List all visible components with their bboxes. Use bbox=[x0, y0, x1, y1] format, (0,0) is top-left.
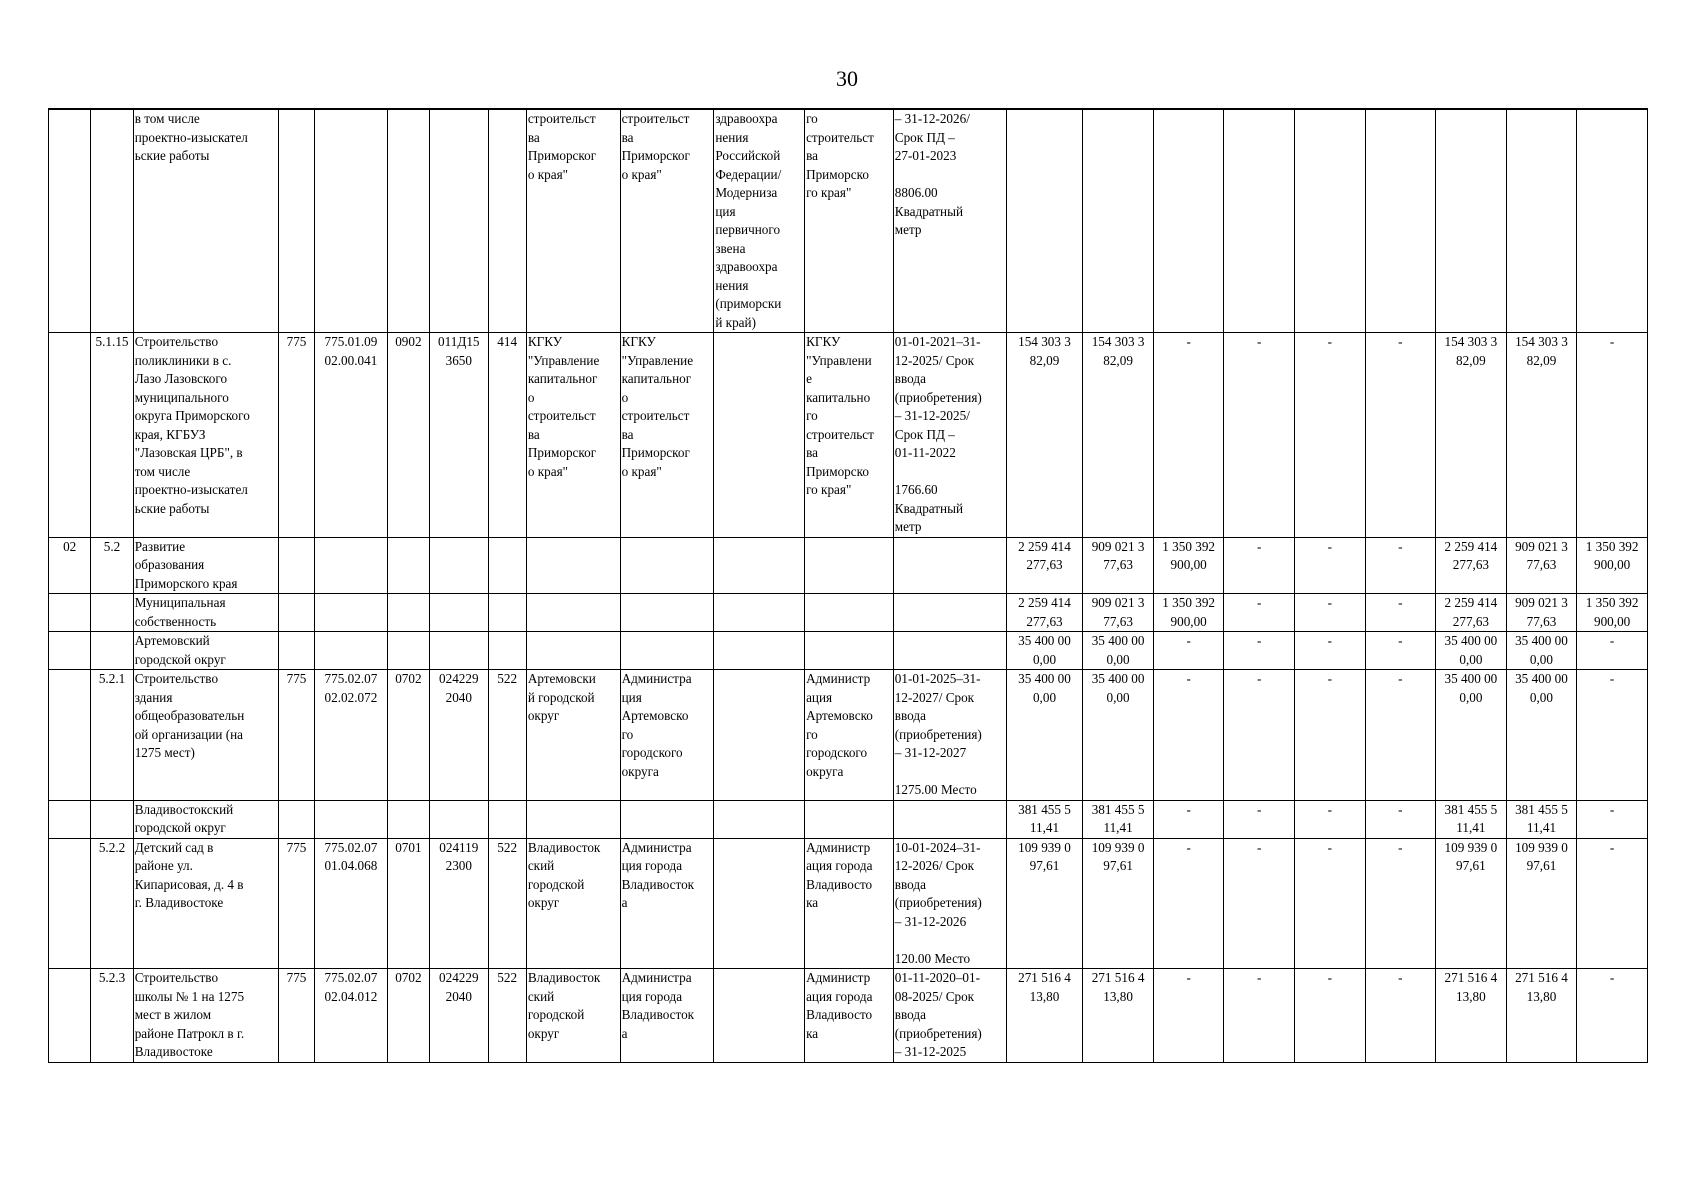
table-cell: - bbox=[1224, 537, 1295, 594]
table-row bbox=[49, 109, 1648, 333]
table-cell: КГКУ "Управление капитальног о строительст ва Приморског о края" bbox=[620, 333, 714, 538]
table-cell: 109 939 0 97,61 bbox=[1083, 838, 1154, 969]
table-cell bbox=[315, 632, 388, 670]
table-cell: - bbox=[1153, 838, 1224, 969]
table-cell: 522 bbox=[488, 838, 526, 969]
table-cell: - bbox=[1153, 333, 1224, 538]
table-cell: 775 bbox=[278, 670, 314, 801]
table-cell: 522 bbox=[488, 670, 526, 801]
table-cell: Администр ация Артемовско го городского округа bbox=[805, 670, 894, 801]
table-cell: 154 303 3 82,09 bbox=[1006, 333, 1083, 538]
table-cell: 1 350 392 900,00 bbox=[1577, 537, 1648, 594]
table-row bbox=[49, 670, 1648, 801]
table-cell bbox=[620, 800, 714, 838]
table-cell bbox=[893, 632, 1006, 670]
table-cell bbox=[387, 594, 429, 632]
table-cell: - bbox=[1294, 333, 1365, 538]
table-cell: Администра ция Артемовско го городского округа bbox=[620, 670, 714, 801]
table-cell: го строительст ва Приморско го края" bbox=[805, 109, 894, 333]
table-cell bbox=[278, 594, 314, 632]
table-cell: 024229 2040 bbox=[430, 969, 488, 1063]
table-cell: Владивостокский городской округ bbox=[133, 800, 278, 838]
table-cell bbox=[49, 109, 91, 333]
table-cell bbox=[430, 800, 488, 838]
table-cell: - bbox=[1224, 594, 1295, 632]
table-cell bbox=[387, 537, 429, 594]
table-cell bbox=[49, 670, 91, 801]
table-cell: Муниципальная собственность bbox=[133, 594, 278, 632]
table-cell: 1 350 392 900,00 bbox=[1153, 537, 1224, 594]
table-cell: 775 bbox=[278, 969, 314, 1063]
table-cell: 5.2.3 bbox=[91, 969, 133, 1063]
table-cell: - bbox=[1577, 632, 1648, 670]
table-cell bbox=[526, 537, 620, 594]
table-cell bbox=[1294, 109, 1365, 333]
table-cell bbox=[714, 838, 805, 969]
budget-table bbox=[48, 108, 1648, 1063]
table-cell bbox=[49, 632, 91, 670]
table-row bbox=[49, 632, 1648, 670]
table-cell: 5.2.2 bbox=[91, 838, 133, 969]
table-cell: 154 303 3 82,09 bbox=[1506, 333, 1577, 538]
table-cell: 109 939 0 97,61 bbox=[1506, 838, 1577, 969]
table-cell bbox=[91, 800, 133, 838]
table-cell bbox=[430, 109, 488, 333]
table-cell: 2 259 414 277,63 bbox=[1006, 537, 1083, 594]
table-cell: - bbox=[1365, 594, 1436, 632]
table-cell: 0702 bbox=[387, 670, 429, 801]
table-cell bbox=[714, 632, 805, 670]
table-cell: - bbox=[1577, 838, 1648, 969]
table-cell bbox=[1006, 109, 1083, 333]
table-cell bbox=[91, 632, 133, 670]
table-cell: - bbox=[1365, 537, 1436, 594]
table-cell: Владивосток ский городской округ bbox=[526, 838, 620, 969]
table-cell bbox=[714, 969, 805, 1063]
table-cell bbox=[315, 800, 388, 838]
table-cell: - bbox=[1577, 670, 1648, 801]
table-cell: в том числе проектно-изыскател ьские работы bbox=[133, 109, 278, 333]
table-cell: 154 303 3 82,09 bbox=[1083, 333, 1154, 538]
table-cell bbox=[1436, 109, 1507, 333]
table-cell: 10-01-2024–31- 12-2026/ Срок ввода (приобретения) – 31-12-2026 120.00 Место bbox=[893, 838, 1006, 969]
table-cell: 109 939 0 97,61 bbox=[1436, 838, 1507, 969]
table-cell: 01-01-2025–31- 12-2027/ Срок ввода (приобретения) – 31-12-2027 1275.00 Место bbox=[893, 670, 1006, 801]
table-cell bbox=[805, 537, 894, 594]
table-cell: 909 021 3 77,63 bbox=[1506, 537, 1577, 594]
table-row bbox=[49, 594, 1648, 632]
table-cell: 5.2.1 bbox=[91, 670, 133, 801]
table-cell: 775.02.07 02.02.072 bbox=[315, 670, 388, 801]
table-cell bbox=[620, 594, 714, 632]
table-cell bbox=[893, 800, 1006, 838]
table-cell: - bbox=[1224, 800, 1295, 838]
table-cell: КГКУ "Управлени е капитально го строительст ва Приморско го края" bbox=[805, 333, 894, 538]
table-cell bbox=[91, 109, 133, 333]
table-cell: 01-01-2021–31- 12-2025/ Срок ввода (приобретения) – 31-12-2025/ Срок ПД – 01-11-2022 1766.60 Квадратный метр bbox=[893, 333, 1006, 538]
table-cell bbox=[805, 800, 894, 838]
table-cell: - bbox=[1294, 800, 1365, 838]
table-cell bbox=[893, 594, 1006, 632]
table-cell bbox=[620, 632, 714, 670]
table-cell: - bbox=[1365, 800, 1436, 838]
table-cell: - bbox=[1224, 632, 1295, 670]
table-cell: - bbox=[1365, 838, 1436, 969]
table-row bbox=[49, 969, 1648, 1063]
table-cell: 2 259 414 277,63 bbox=[1436, 594, 1507, 632]
table-cell: 35 400 00 0,00 bbox=[1083, 670, 1154, 801]
table-cell bbox=[1506, 109, 1577, 333]
table-cell bbox=[49, 800, 91, 838]
table-cell bbox=[430, 537, 488, 594]
table-cell: 909 021 3 77,63 bbox=[1506, 594, 1577, 632]
table-cell: 381 455 5 11,41 bbox=[1006, 800, 1083, 838]
table-cell: Строительство поликлиники в с. Лазо Лазовского муниципального округа Приморского края, КГБУЗ "Лазовская ЦРБ", в том числе проектно-изыскател ьские работы bbox=[133, 333, 278, 538]
table-cell bbox=[278, 800, 314, 838]
table-cell bbox=[1365, 109, 1436, 333]
table-cell: КГКУ "Управление капитальног о строительст ва Приморског о края" bbox=[526, 333, 620, 538]
table-cell: Артемовский городской округ bbox=[133, 632, 278, 670]
table-cell: - bbox=[1153, 670, 1224, 801]
table-cell bbox=[278, 632, 314, 670]
table-cell bbox=[526, 594, 620, 632]
table-cell bbox=[91, 594, 133, 632]
table-cell: 154 303 3 82,09 bbox=[1436, 333, 1507, 538]
table-cell: 775.02.07 01.04.068 bbox=[315, 838, 388, 969]
table-cell bbox=[1577, 109, 1648, 333]
table-cell bbox=[387, 800, 429, 838]
table-cell: Администр ация города Владивосто ка bbox=[805, 969, 894, 1063]
table-cell bbox=[488, 800, 526, 838]
table-cell: - bbox=[1224, 969, 1295, 1063]
table-cell: 775 bbox=[278, 333, 314, 538]
table-cell: 02 bbox=[49, 537, 91, 594]
table-cell: - bbox=[1294, 670, 1365, 801]
table-cell: 909 021 3 77,63 bbox=[1083, 594, 1154, 632]
table-cell bbox=[278, 537, 314, 594]
table-cell: 0902 bbox=[387, 333, 429, 538]
table-cell: 35 400 00 0,00 bbox=[1083, 632, 1154, 670]
table-cell: 0702 bbox=[387, 969, 429, 1063]
table-cell: - bbox=[1365, 333, 1436, 538]
table-cell bbox=[278, 109, 314, 333]
table-cell: Администра ция города Владивосток а bbox=[620, 969, 714, 1063]
table-cell bbox=[714, 670, 805, 801]
table-cell bbox=[430, 594, 488, 632]
table-row bbox=[49, 800, 1648, 838]
table-cell bbox=[49, 969, 91, 1063]
table-row bbox=[49, 333, 1648, 538]
table-cell: - bbox=[1294, 969, 1365, 1063]
table-cell bbox=[488, 594, 526, 632]
table-cell: 414 bbox=[488, 333, 526, 538]
table-cell bbox=[49, 333, 91, 538]
table-cell: 5.2 bbox=[91, 537, 133, 594]
table-cell bbox=[315, 594, 388, 632]
table-cell bbox=[620, 537, 714, 594]
table-cell: 522 bbox=[488, 969, 526, 1063]
table-cell bbox=[714, 537, 805, 594]
table-cell: 271 516 4 13,80 bbox=[1083, 969, 1154, 1063]
table-cell: - bbox=[1294, 594, 1365, 632]
table-cell: - bbox=[1294, 632, 1365, 670]
table-cell: Администр ация города Владивосто ка bbox=[805, 838, 894, 969]
table-cell: 35 400 00 0,00 bbox=[1006, 632, 1083, 670]
table-row bbox=[49, 537, 1648, 594]
table-cell: строительст ва Приморског о края" bbox=[620, 109, 714, 333]
table-cell bbox=[488, 109, 526, 333]
table-cell bbox=[1083, 109, 1154, 333]
table-cell: 1 350 392 900,00 bbox=[1577, 594, 1648, 632]
table-cell: 271 516 4 13,80 bbox=[1436, 969, 1507, 1063]
table-cell: здравоохра нения Российской Федерации/ Модерниза ция первичного звена здравоохра нения (приморски й край) bbox=[714, 109, 805, 333]
table-cell: Строительство здания общеобразовательн ой организации (на 1275 мест) bbox=[133, 670, 278, 801]
table-cell: - bbox=[1224, 838, 1295, 969]
table-cell: 2 259 414 277,63 bbox=[1436, 537, 1507, 594]
table-cell: - bbox=[1365, 969, 1436, 1063]
table-cell: 35 400 00 0,00 bbox=[1436, 670, 1507, 801]
table-cell bbox=[387, 109, 429, 333]
table-cell: 271 516 4 13,80 bbox=[1006, 969, 1083, 1063]
table-cell: - bbox=[1153, 969, 1224, 1063]
table-cell bbox=[488, 632, 526, 670]
table-cell: Администра ция города Владивосток а bbox=[620, 838, 714, 969]
table-cell: 775.01.09 02.00.041 bbox=[315, 333, 388, 538]
table-cell: 1 350 392 900,00 bbox=[1153, 594, 1224, 632]
table-cell bbox=[315, 537, 388, 594]
table-cell: 909 021 3 77,63 bbox=[1083, 537, 1154, 594]
table-cell: 5.1.15 bbox=[91, 333, 133, 538]
table-cell: 381 455 5 11,41 bbox=[1436, 800, 1507, 838]
table-cell bbox=[1224, 109, 1295, 333]
table-cell: 35 400 00 0,00 bbox=[1006, 670, 1083, 801]
table-cell: 024229 2040 bbox=[430, 670, 488, 801]
table-cell: - bbox=[1153, 632, 1224, 670]
table-cell: – 31-12-2026/ Срок ПД – 27-01-2023 8806.00 Квадратный метр bbox=[893, 109, 1006, 333]
table-cell bbox=[430, 632, 488, 670]
table-cell: - bbox=[1365, 632, 1436, 670]
table-cell: 775.02.07 02.04.012 bbox=[315, 969, 388, 1063]
table-cell: Развитие образования Приморского края bbox=[133, 537, 278, 594]
table-cell bbox=[49, 838, 91, 969]
table-cell: 271 516 4 13,80 bbox=[1506, 969, 1577, 1063]
table-cell bbox=[387, 632, 429, 670]
table-cell: 011Д15 3650 bbox=[430, 333, 488, 538]
table-cell: 35 400 00 0,00 bbox=[1506, 670, 1577, 801]
table-cell: Детский сад в районе ул. Кипарисовая, д. 4 в г. Владивостоке bbox=[133, 838, 278, 969]
table-cell: 01-11-2020–01- 08-2025/ Срок ввода (приобретения) – 31-12-2025 bbox=[893, 969, 1006, 1063]
table-cell bbox=[49, 594, 91, 632]
table-cell: - bbox=[1153, 800, 1224, 838]
table-cell bbox=[714, 333, 805, 538]
table-cell bbox=[315, 109, 388, 333]
table-cell bbox=[714, 800, 805, 838]
table-cell: 381 455 5 11,41 bbox=[1506, 800, 1577, 838]
table-cell: - bbox=[1577, 333, 1648, 538]
table-cell: - bbox=[1224, 670, 1295, 801]
table-cell: 775 bbox=[278, 838, 314, 969]
table-cell bbox=[805, 594, 894, 632]
table-cell bbox=[526, 632, 620, 670]
table-cell: строительст ва Приморског о края" bbox=[526, 109, 620, 333]
table-cell bbox=[805, 632, 894, 670]
table-cell: - bbox=[1224, 333, 1295, 538]
table-cell: Артемовски й городской округ bbox=[526, 670, 620, 801]
table-cell bbox=[488, 537, 526, 594]
table-cell: - bbox=[1365, 670, 1436, 801]
table-cell: - bbox=[1577, 969, 1648, 1063]
table-cell: 2 259 414 277,63 bbox=[1006, 594, 1083, 632]
table-cell: - bbox=[1294, 537, 1365, 594]
table-cell: Строительство школы № 1 на 1275 мест в жилом районе Патрокл в г. Владивостоке bbox=[133, 969, 278, 1063]
table-cell: 381 455 5 11,41 bbox=[1083, 800, 1154, 838]
table-row bbox=[49, 838, 1648, 969]
table-cell: 35 400 00 0,00 bbox=[1436, 632, 1507, 670]
table-cell bbox=[893, 537, 1006, 594]
table-cell bbox=[1153, 109, 1224, 333]
table-cell: - bbox=[1294, 838, 1365, 969]
table-cell: - bbox=[1577, 800, 1648, 838]
table-cell: 0701 bbox=[387, 838, 429, 969]
table-cell: 024119 2300 bbox=[430, 838, 488, 969]
page-number: 30 bbox=[836, 66, 858, 91]
table-cell: 35 400 00 0,00 bbox=[1506, 632, 1577, 670]
table-cell: 109 939 0 97,61 bbox=[1006, 838, 1083, 969]
table-cell bbox=[526, 800, 620, 838]
table-cell bbox=[714, 594, 805, 632]
table-cell: Владивосток ский городской округ bbox=[526, 969, 620, 1063]
